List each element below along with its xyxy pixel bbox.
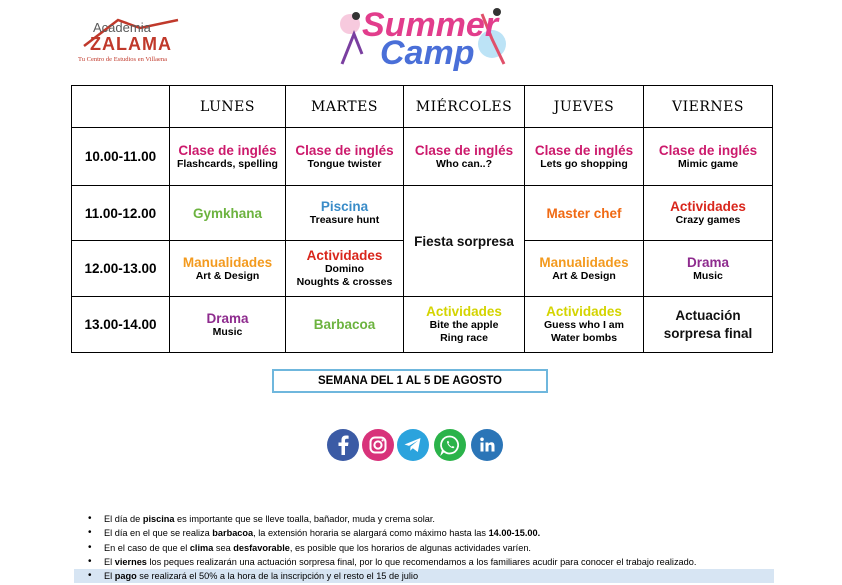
list-item: • El viernes los peques realizarán una actuación sorpresa final, por lo que recomendamos a los familiares acudir para conocer el trabajo realizado. <box>0 555 842 569</box>
corner-cell <box>72 86 170 128</box>
list-item: • El día en el que se realiza barbacoa, la extensión horaria se alargará como máximo hasta las 14.00-15.00. <box>0 526 842 540</box>
list-item-highlighted: • El pago se realizará el 50% a la hora de la inscripción y el resto el 15 de julio <box>74 569 774 583</box>
table-row <box>72 297 773 353</box>
activity-cell <box>170 241 286 297</box>
activity-cell <box>286 186 404 241</box>
activity-cell <box>404 128 525 186</box>
activity-title: Clase de inglés <box>178 142 277 158</box>
table-row <box>72 186 773 241</box>
activity-detail: Tongue twister <box>307 157 382 170</box>
time-cell: 13.00-14.00 <box>72 297 170 353</box>
activity-cell <box>644 297 773 353</box>
activity-detail: Mimic game <box>677 157 739 170</box>
activity-title: Drama <box>206 310 249 326</box>
activity-title: Actividades <box>546 304 622 319</box>
activity-cell <box>286 241 404 297</box>
summer-camp-banner <box>332 4 517 72</box>
activity-detail: Lets go shopping <box>540 157 628 170</box>
activity-cell <box>644 241 773 297</box>
activity-cell <box>404 297 525 353</box>
week-label: SEMANA DEL 1 AL 5 DE AGOSTO <box>272 369 548 393</box>
activity-title: Clase de inglés <box>414 142 514 158</box>
telegram-icon[interactable] <box>397 429 429 461</box>
time-cell: 10.00-11.00 <box>72 128 170 186</box>
day-header: JUEVES <box>525 86 644 128</box>
activity-title: Master chef <box>546 205 622 221</box>
activity-title: Actividades <box>670 199 746 214</box>
time-cell: 12.00-13.00 <box>72 241 170 297</box>
activity-detail: Domino <box>324 263 365 275</box>
activity-detail: Music <box>212 325 243 338</box>
activity-title: Clase de inglés <box>295 142 394 158</box>
day-header: MIÉRCOLES <box>404 86 525 128</box>
day-header: VIERNES <box>644 86 773 128</box>
activity-cell <box>170 297 286 353</box>
activity-detail: Ring race <box>440 332 488 344</box>
logo-line1: Academia <box>93 20 151 35</box>
day-header: MARTES <box>286 86 404 128</box>
day-header: LUNES <box>170 86 286 128</box>
header-row <box>72 86 773 128</box>
activity-cell <box>525 128 644 186</box>
activity-cell <box>286 128 404 186</box>
activity-cell <box>170 128 286 186</box>
activity-title: Clase de inglés <box>534 142 634 158</box>
academy-logo <box>78 16 188 66</box>
activity-title: Actuación sorpresa final <box>663 307 753 341</box>
activity-detail: Crazy games <box>675 214 741 226</box>
activity-cell <box>404 186 525 297</box>
activity-detail: Water bombs <box>550 332 618 344</box>
activity-detail: Music <box>693 269 723 282</box>
activity-detail: Noughts & crosses <box>296 276 393 288</box>
activity-title: Gymkhana <box>192 205 263 221</box>
activity-title: Barbacoa <box>313 317 376 332</box>
activity-cell <box>170 186 286 241</box>
logo-tagline: Tu Centro de Estudios en Villaena <box>78 56 167 63</box>
activity-detail: Art & Design <box>195 269 260 282</box>
banner-word2: Camp <box>380 34 475 72</box>
activity-cell <box>525 186 644 241</box>
activity-title: Fiesta sorpresa <box>414 233 514 249</box>
activity-cell <box>644 128 773 186</box>
activity-detail: Guess who I am <box>544 319 624 331</box>
schedule-table <box>71 85 773 353</box>
activity-title: Actividades <box>306 248 383 263</box>
facebook-icon[interactable] <box>327 429 359 461</box>
activity-title: Piscina <box>320 199 369 214</box>
linkedin-icon[interactable] <box>471 429 503 461</box>
activity-detail: Who can..? <box>436 157 492 170</box>
activity-detail: Art & Design <box>552 269 616 282</box>
time-cell: 11.00-12.00 <box>72 186 170 241</box>
list-item: • En el caso de que el clima sea desfavorable, es posible que los horarios de algunas actividades varíen. <box>0 541 842 555</box>
activity-title: Clase de inglés <box>658 142 758 158</box>
activity-title: Drama <box>686 254 730 270</box>
activity-title: Manualidades <box>182 254 273 270</box>
whatsapp-icon[interactable] <box>434 429 466 461</box>
banner-word1: Summer <box>362 6 499 44</box>
activity-cell <box>286 297 404 353</box>
activity-cell <box>644 186 773 241</box>
list-item: • El día de piscina es importante que se lleve toalla, bañador, muda y crema solar. <box>0 512 842 526</box>
logo-line2: ZALAMA <box>90 34 172 54</box>
activity-cell <box>525 241 644 297</box>
activity-detail: Flashcards, spelling <box>177 157 278 170</box>
notes-list <box>0 512 842 583</box>
activity-detail: Bite the apple <box>429 319 499 331</box>
instagram-icon[interactable] <box>362 429 394 461</box>
activity-title: Actividades <box>426 304 502 319</box>
activity-title: Manualidades <box>539 254 629 270</box>
activity-cell <box>525 297 644 353</box>
table-row <box>72 128 773 186</box>
activity-detail: Treasure hunt <box>309 214 380 226</box>
